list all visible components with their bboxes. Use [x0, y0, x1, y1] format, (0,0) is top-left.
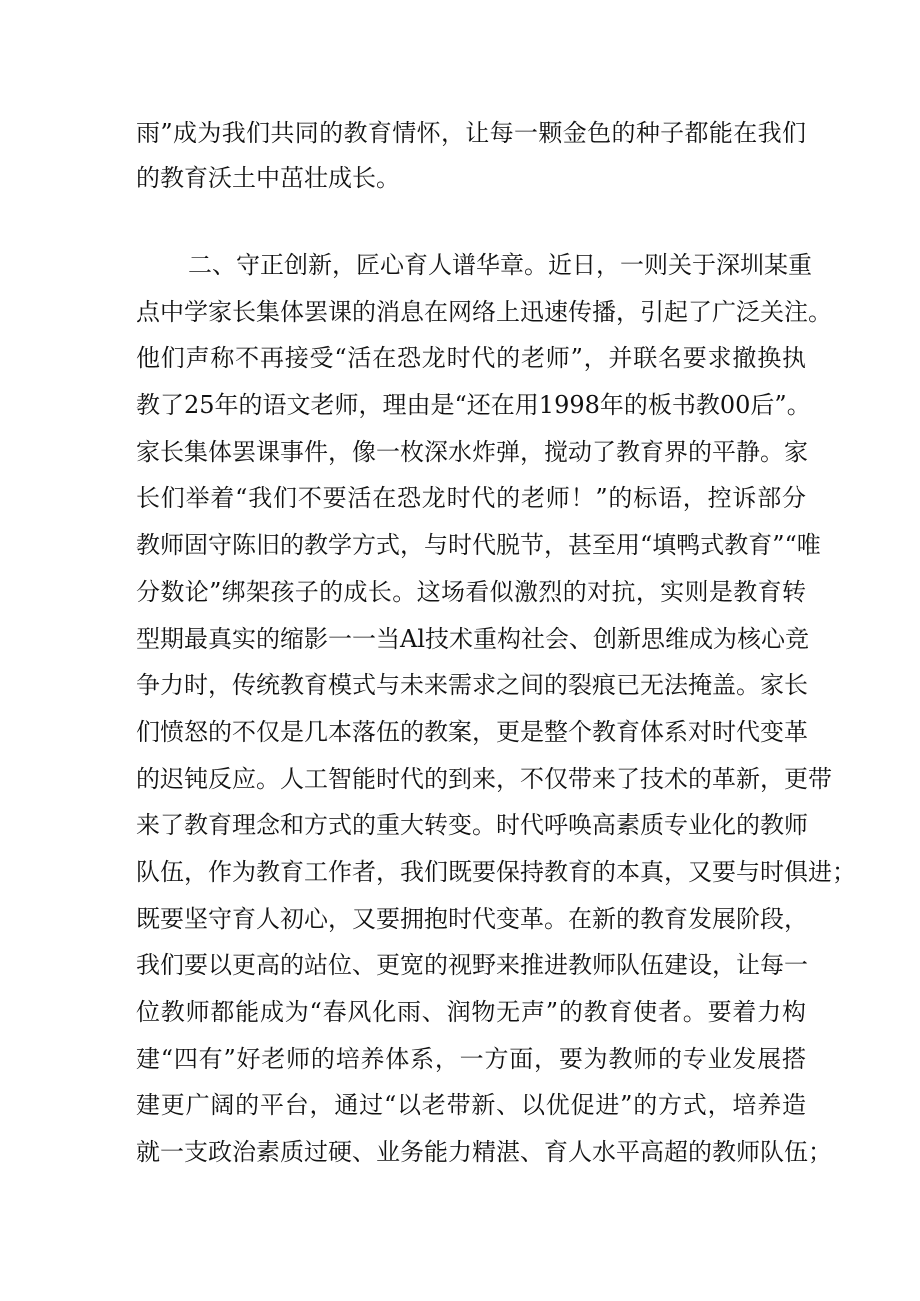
paragraph-line: 我们要以更高的站位、更宽的视野来推进教师队伍建设，让每一	[136, 951, 808, 980]
paragraph-1	[136, 119, 806, 193]
paragraph-line: 们愤怒的不仅是几本落伍的教案，更是整个教育体系对时代变革	[136, 717, 808, 746]
paragraph-line: 雨”成为我们共同的教育情怀，让每一颗金色的种子都能在我们	[136, 119, 806, 147]
paragraph-line: 教了25年的语文老师，理由是“还在用1998年的板书教00后”。	[136, 391, 811, 420]
paragraph-line: 既要坚守育人初心，又要拥抱时代变革。在新的教育发展阶段，	[136, 904, 808, 933]
paragraph-line: 家长集体罢课事件，像一枚深水炸弹，搅动了教育界的平静。家	[136, 437, 808, 466]
paragraph-line: 位教师都能成为“春风化雨、润物无声”的教育使者。要着力构	[136, 998, 806, 1026]
paragraph-line: 长们举着“我们不要活在恐龙时代的老师！”的标语，控诉部分	[136, 484, 806, 513]
paragraph-2	[136, 251, 856, 1185]
paragraph-line: 型期最真实的缩影一一当Al技术重构社会、创新思维成为核心竞	[136, 624, 810, 653]
paragraph-line: 他们声称不再接受“活在恐龙时代的老师”，并联名要求撤换执	[136, 344, 806, 373]
paragraph-line: 的教育沃土中茁壮成长。	[136, 164, 400, 192]
paragraph-line: 建更广阔的平台，通过“以老带新、以优促进”的方式，培养造	[136, 1091, 806, 1120]
paragraph-line: 分数论”绑架孩子的成长。这场看似激烈的对抗，实则是教育转	[136, 577, 806, 606]
paragraph-line: 争力时，传统教育模式与未来需求之间的裂痕已无法掩盖。家长	[136, 671, 808, 700]
paragraph-line: 建“四有”好老师的培养体系，一方面，要为教师的专业发展搭	[136, 1044, 806, 1073]
paragraph-line: 队伍，作为教育工作者，我们既要保持教育的本真，又要与时俱进；	[136, 857, 856, 886]
paragraph-line: 就一支政治素质过硬、业务能力精湛、育人水平高超的教师队伍；	[136, 1138, 832, 1167]
paragraph-line: 教师固守陈旧的教学方式，与时代脱节，甚至用“填鸭式教育”“唯	[136, 531, 821, 560]
paragraph-line: 点中学家长集体罢课的消息在网络上迅速传播，引起了广泛关注。	[136, 297, 832, 326]
paragraph-line: 来了教育理念和方式的重大转变。时代呼唤高素质专业化的教师	[136, 811, 808, 840]
paragraph-line: 二、守正创新，匠心育人谱华章。近日，一则关于深圳某重	[188, 251, 812, 279]
paragraph-line: 的迟钝反应。人工智能时代的到来，不仅带来了技术的革新，更带	[136, 764, 832, 793]
